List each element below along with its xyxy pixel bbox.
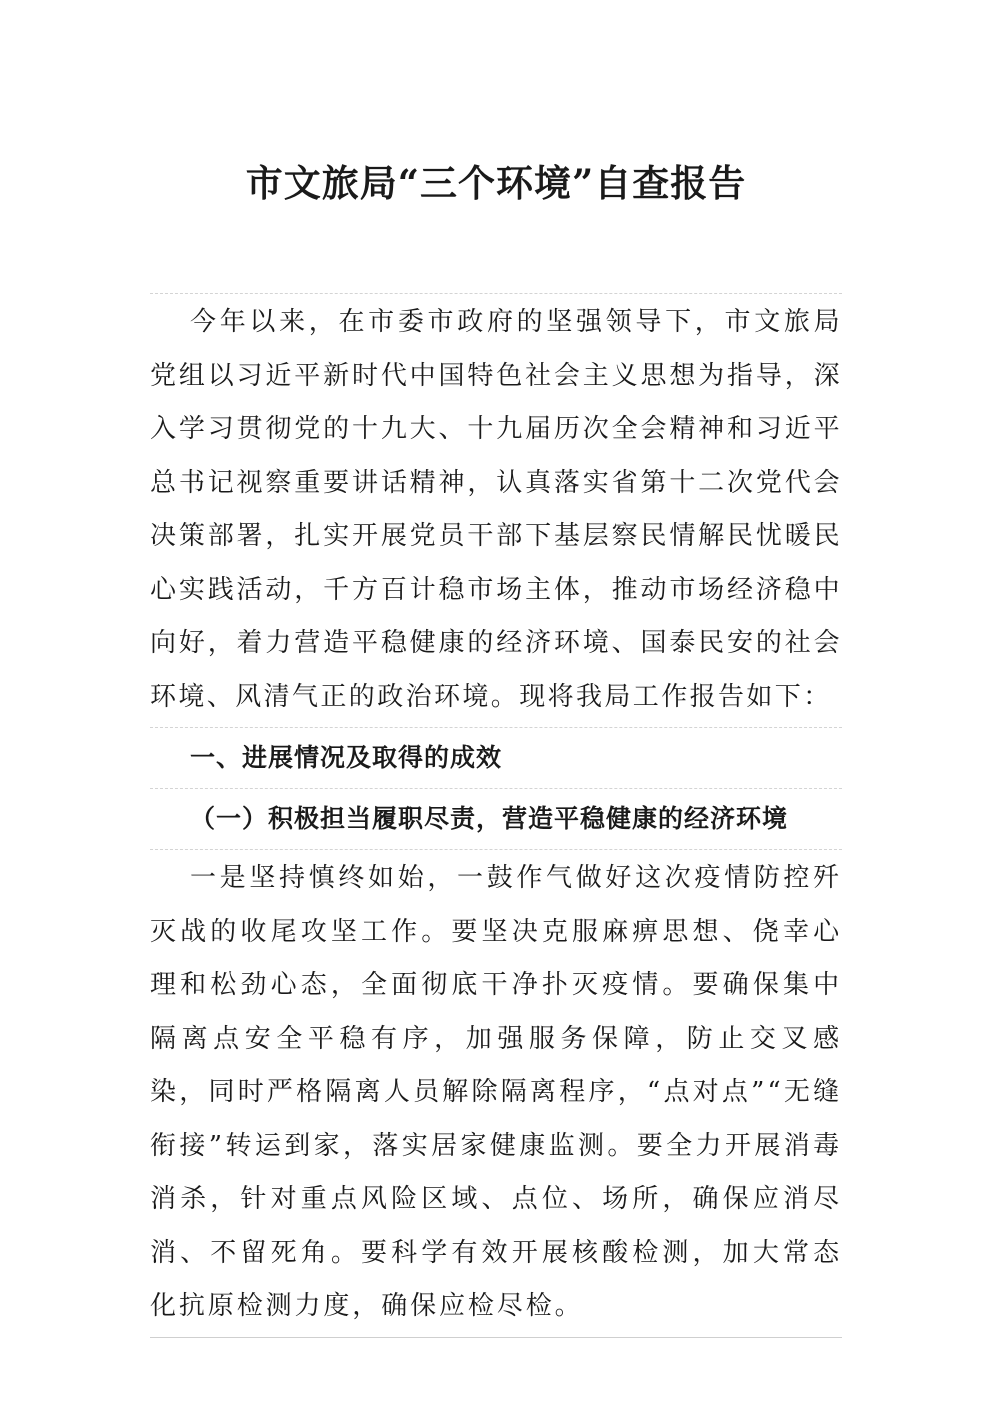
document-body [150, 293, 842, 1338]
intro-paragraph: 今年以来，在市委市政府的坚强领导下，市文旅局党组以习近平新时代中国特色社会主义思想为指导，深入学习贯彻党的十九大、十九届历次全会精神和习近平总书记视察重要讲话精神，认真落实省第十二次党代会决策部署，扎实开展党员干部下基层察民情解民忧暖民心实践活动，千方百计稳市场主体，推动市场经济稳中向好，着力营造平稳健康的经济环境、国泰民安的社会环境、风清气正的政治环境。现将我局工作报告如下： [150, 307, 842, 712]
divider [150, 1337, 842, 1338]
body-paragraph: 一是坚持慎终如始，一鼓作气做好这次疫情防控歼灭战的收尾攻坚工作。要坚决克服麻痹思想、侥幸心理和松劲心态，全面彻底干净扑灭疫情。要确保集中隔离点安全平稳有序，加强服务保障，防止交叉感染，同时严格隔离人员解除隔离程序，“点对点”“无缝衔接”转运到家，落实居家健康监测。要全力开展消毒消杀，针对重点风险区域、点位、场所，确保应消尽消、不留死角。要科学有效开展核酸检测，加大常态化抗原检测力度，确保应检尽检。 [150, 863, 842, 1321]
document-title: 市文旅局“三个环境”自查报告 [245, 161, 747, 205]
section-heading: 一、进展情况及取得的成效 [190, 743, 503, 772]
subsection-heading: （一）积极担当履职尽责，营造平稳健康的经济环境 [190, 804, 789, 833]
